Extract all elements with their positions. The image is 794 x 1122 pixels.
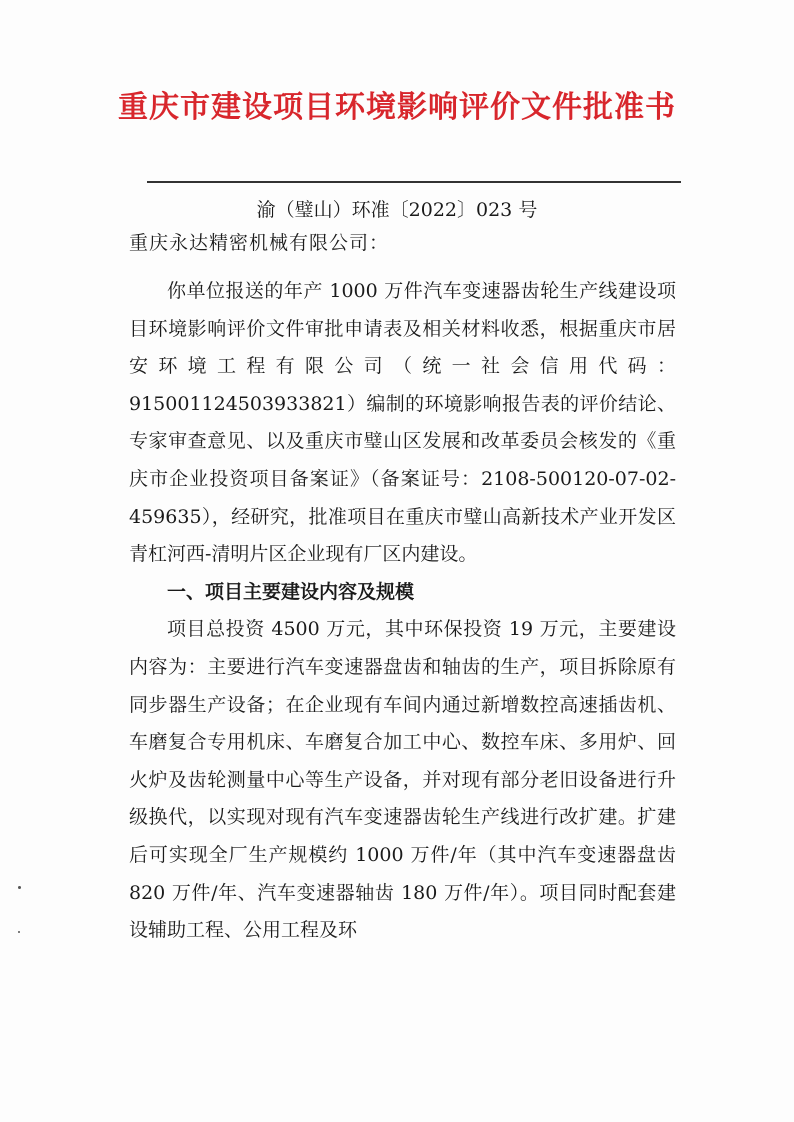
paragraph-approval: 你单位报送的年产 1000 万件汽车变速器齿轮生产线建设项目环境影响评价文件审批申请表及相关材料收悉，根据重庆市居安环境工程有限公司（统一社会信用代码：915001124503933821）编制的环境影响报告表的评价结论、专家审查意见、以及重庆市璧山区发展和改革委员会核发的《重庆市企业投资项目备案证》（备案证号：2108-500120-07-02-459635），经研究，批准项目在重庆市璧山高新技术产业开发区青杠河西-清明片区企业现有厂区内建设。 (129, 280, 676, 566)
scan-speck (18, 886, 21, 889)
document-body (129, 273, 676, 950)
section-heading-construction: 一、项目主要建设内容及规模 (167, 580, 415, 603)
addressee: 重庆永达精密机械有限公司： (129, 232, 390, 254)
document-number: 渝（璧山）环准〔2022〕023 号 (256, 199, 538, 221)
document-title: 重庆市建设项目环境影响评价文件批准书 (118, 90, 676, 125)
scan-speck (18, 931, 20, 933)
paragraph-construction-content: 项目总投资 4500 万元，其中环保投资 19 万元，主要建设内容为：主要进行汽车变速器盘齿和轴齿的生产，项目拆除原有同步器生产设备；在企业现有车间内通过新增数控高速插齿机、车磨复合专用机床、车磨复合加工中心、数控车床、多用炉、回火炉及齿轮测量中心等生产设备，并对现有部分老旧设备进行升级换代，以实现对现有汽车变速器齿轮生产线进行改扩建。扩建后可实现全厂生产规模约 1000 万件/年（其中汽车变速器盘齿 820 万件/年、汽车变速器轴齿 180 万件/年）。项目同时配套建设辅助工程、公用工程及环 (129, 618, 676, 942)
title-divider (147, 181, 681, 183)
